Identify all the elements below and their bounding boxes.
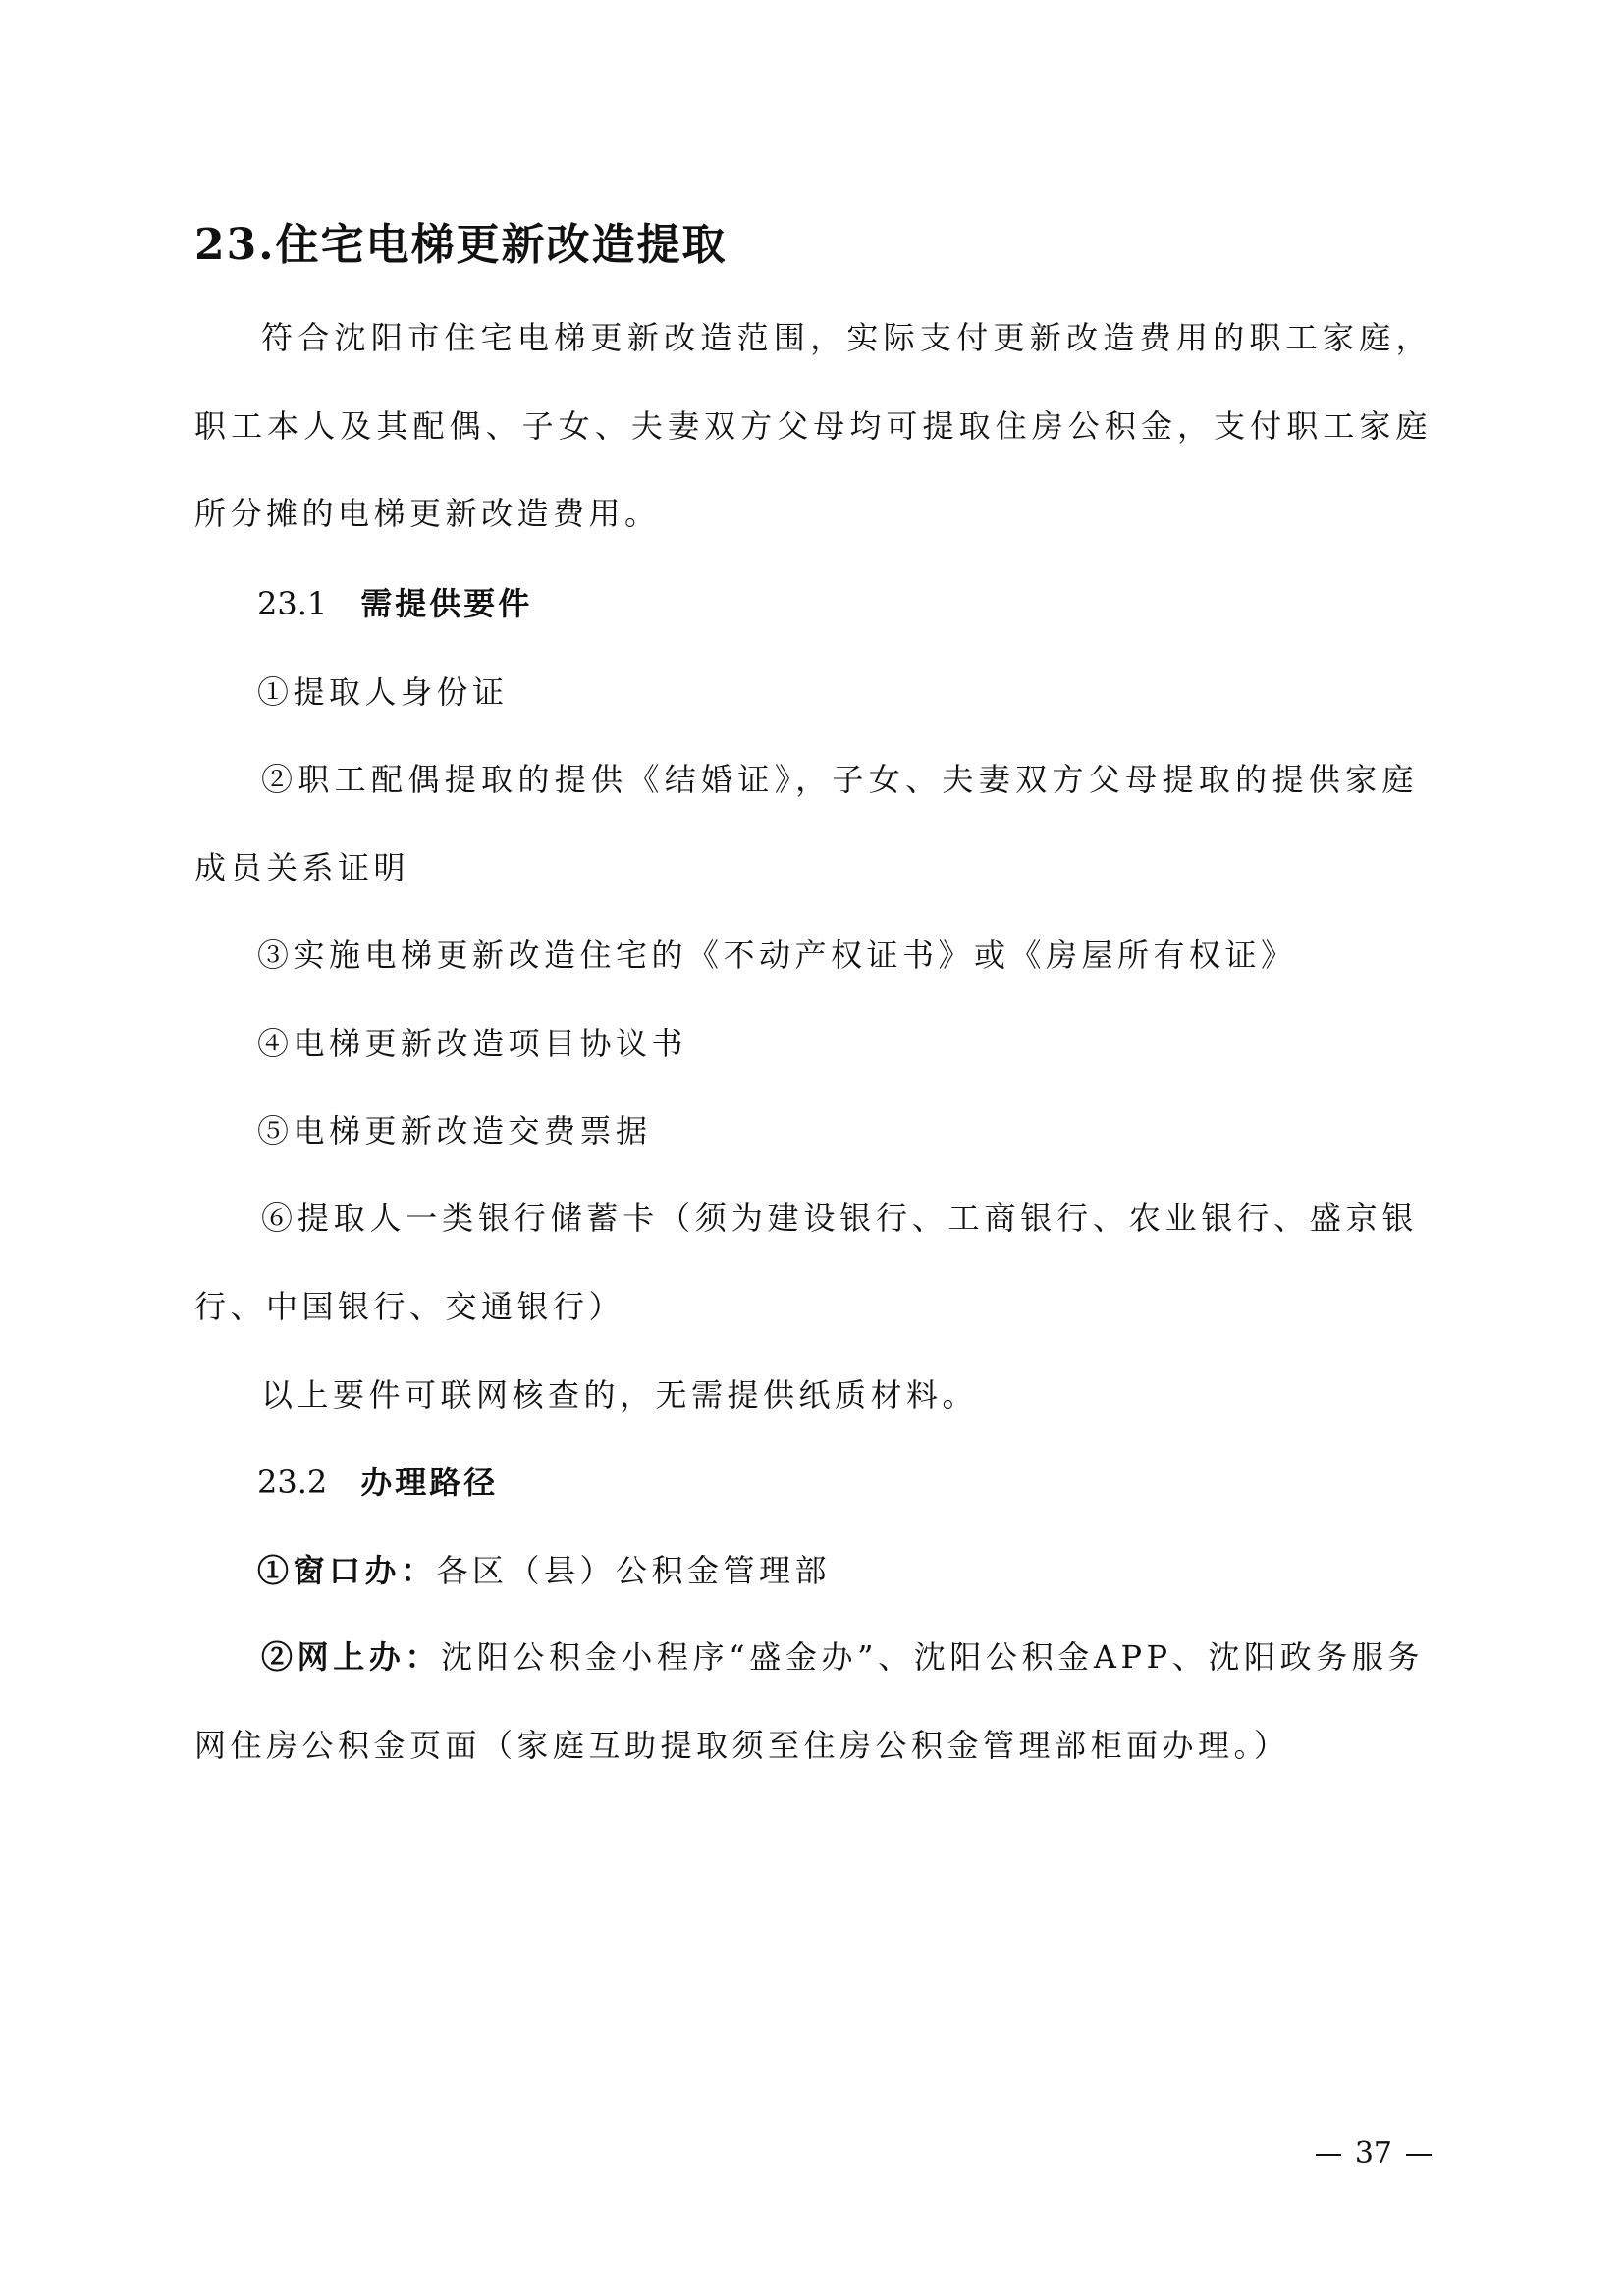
requirements-number: 23.1 [257, 585, 328, 622]
requirements-heading-text: 需提供要件 [360, 585, 533, 622]
requirements-note: 以上要件可联网核查的，无需提供纸质材料。 [261, 1376, 979, 1414]
window-service-line [257, 1541, 831, 1600]
intro-paragraph: 符合沈阳市住宅电梯更新改造范围，实际支付更新改造费用的职工家庭，职工本人及其配偶、子女、夫妻双方父母均可提取住房公积金，支付职工家庭所分摊的电梯更新改造费用。 [194, 319, 1432, 532]
process-heading-text: 办理路径 [360, 1464, 499, 1501]
process-heading [257, 1453, 498, 1512]
page-number-dash-right [1406, 2154, 1432, 2156]
online-service-label: ②网上办： [261, 1638, 442, 1676]
requirement-item: ①提取人身份证 [257, 673, 509, 711]
online-service-text: 沈阳公积金小程序“盛金办”、沈阳公积金APP、沈阳政务服务网住房公积金页面（家庭互助提取须至住房公积金管理部柜面办理。） [194, 1638, 1424, 1764]
page-footer [1316, 2134, 1432, 2173]
requirement-item: ④电梯更新改造项目协议书 [257, 1025, 688, 1062]
requirement-item: ⑥提取人一类银行储蓄卡（须为建设银行、工商银行、农业银行、盛京银行、中国银行、交通银行） [194, 1200, 1418, 1325]
window-service-text: 各区（县）公积金管理部 [436, 1552, 832, 1589]
online-service-paragraph [194, 1614, 1424, 1789]
requirement-item: ②职工配偶提取的提供《结婚证》，子女、夫妻双方父母提取的提供家庭成员关系证明 [194, 761, 1418, 886]
requirement-item: ⑤电梯更新改造交费票据 [257, 1112, 652, 1149]
page-number: 37 [1354, 2136, 1392, 2170]
process-number: 23.2 [257, 1464, 328, 1501]
requirement-item: ③实施电梯更新改造住宅的《不动产权证书》或《房屋所有权证》 [257, 936, 1297, 974]
requirements-heading [257, 574, 532, 633]
page-number-dash-left [1316, 2154, 1341, 2156]
section-title: 23.住宅电梯更新改造提取 [194, 220, 728, 270]
window-service-label: ①窗口办： [257, 1552, 437, 1589]
